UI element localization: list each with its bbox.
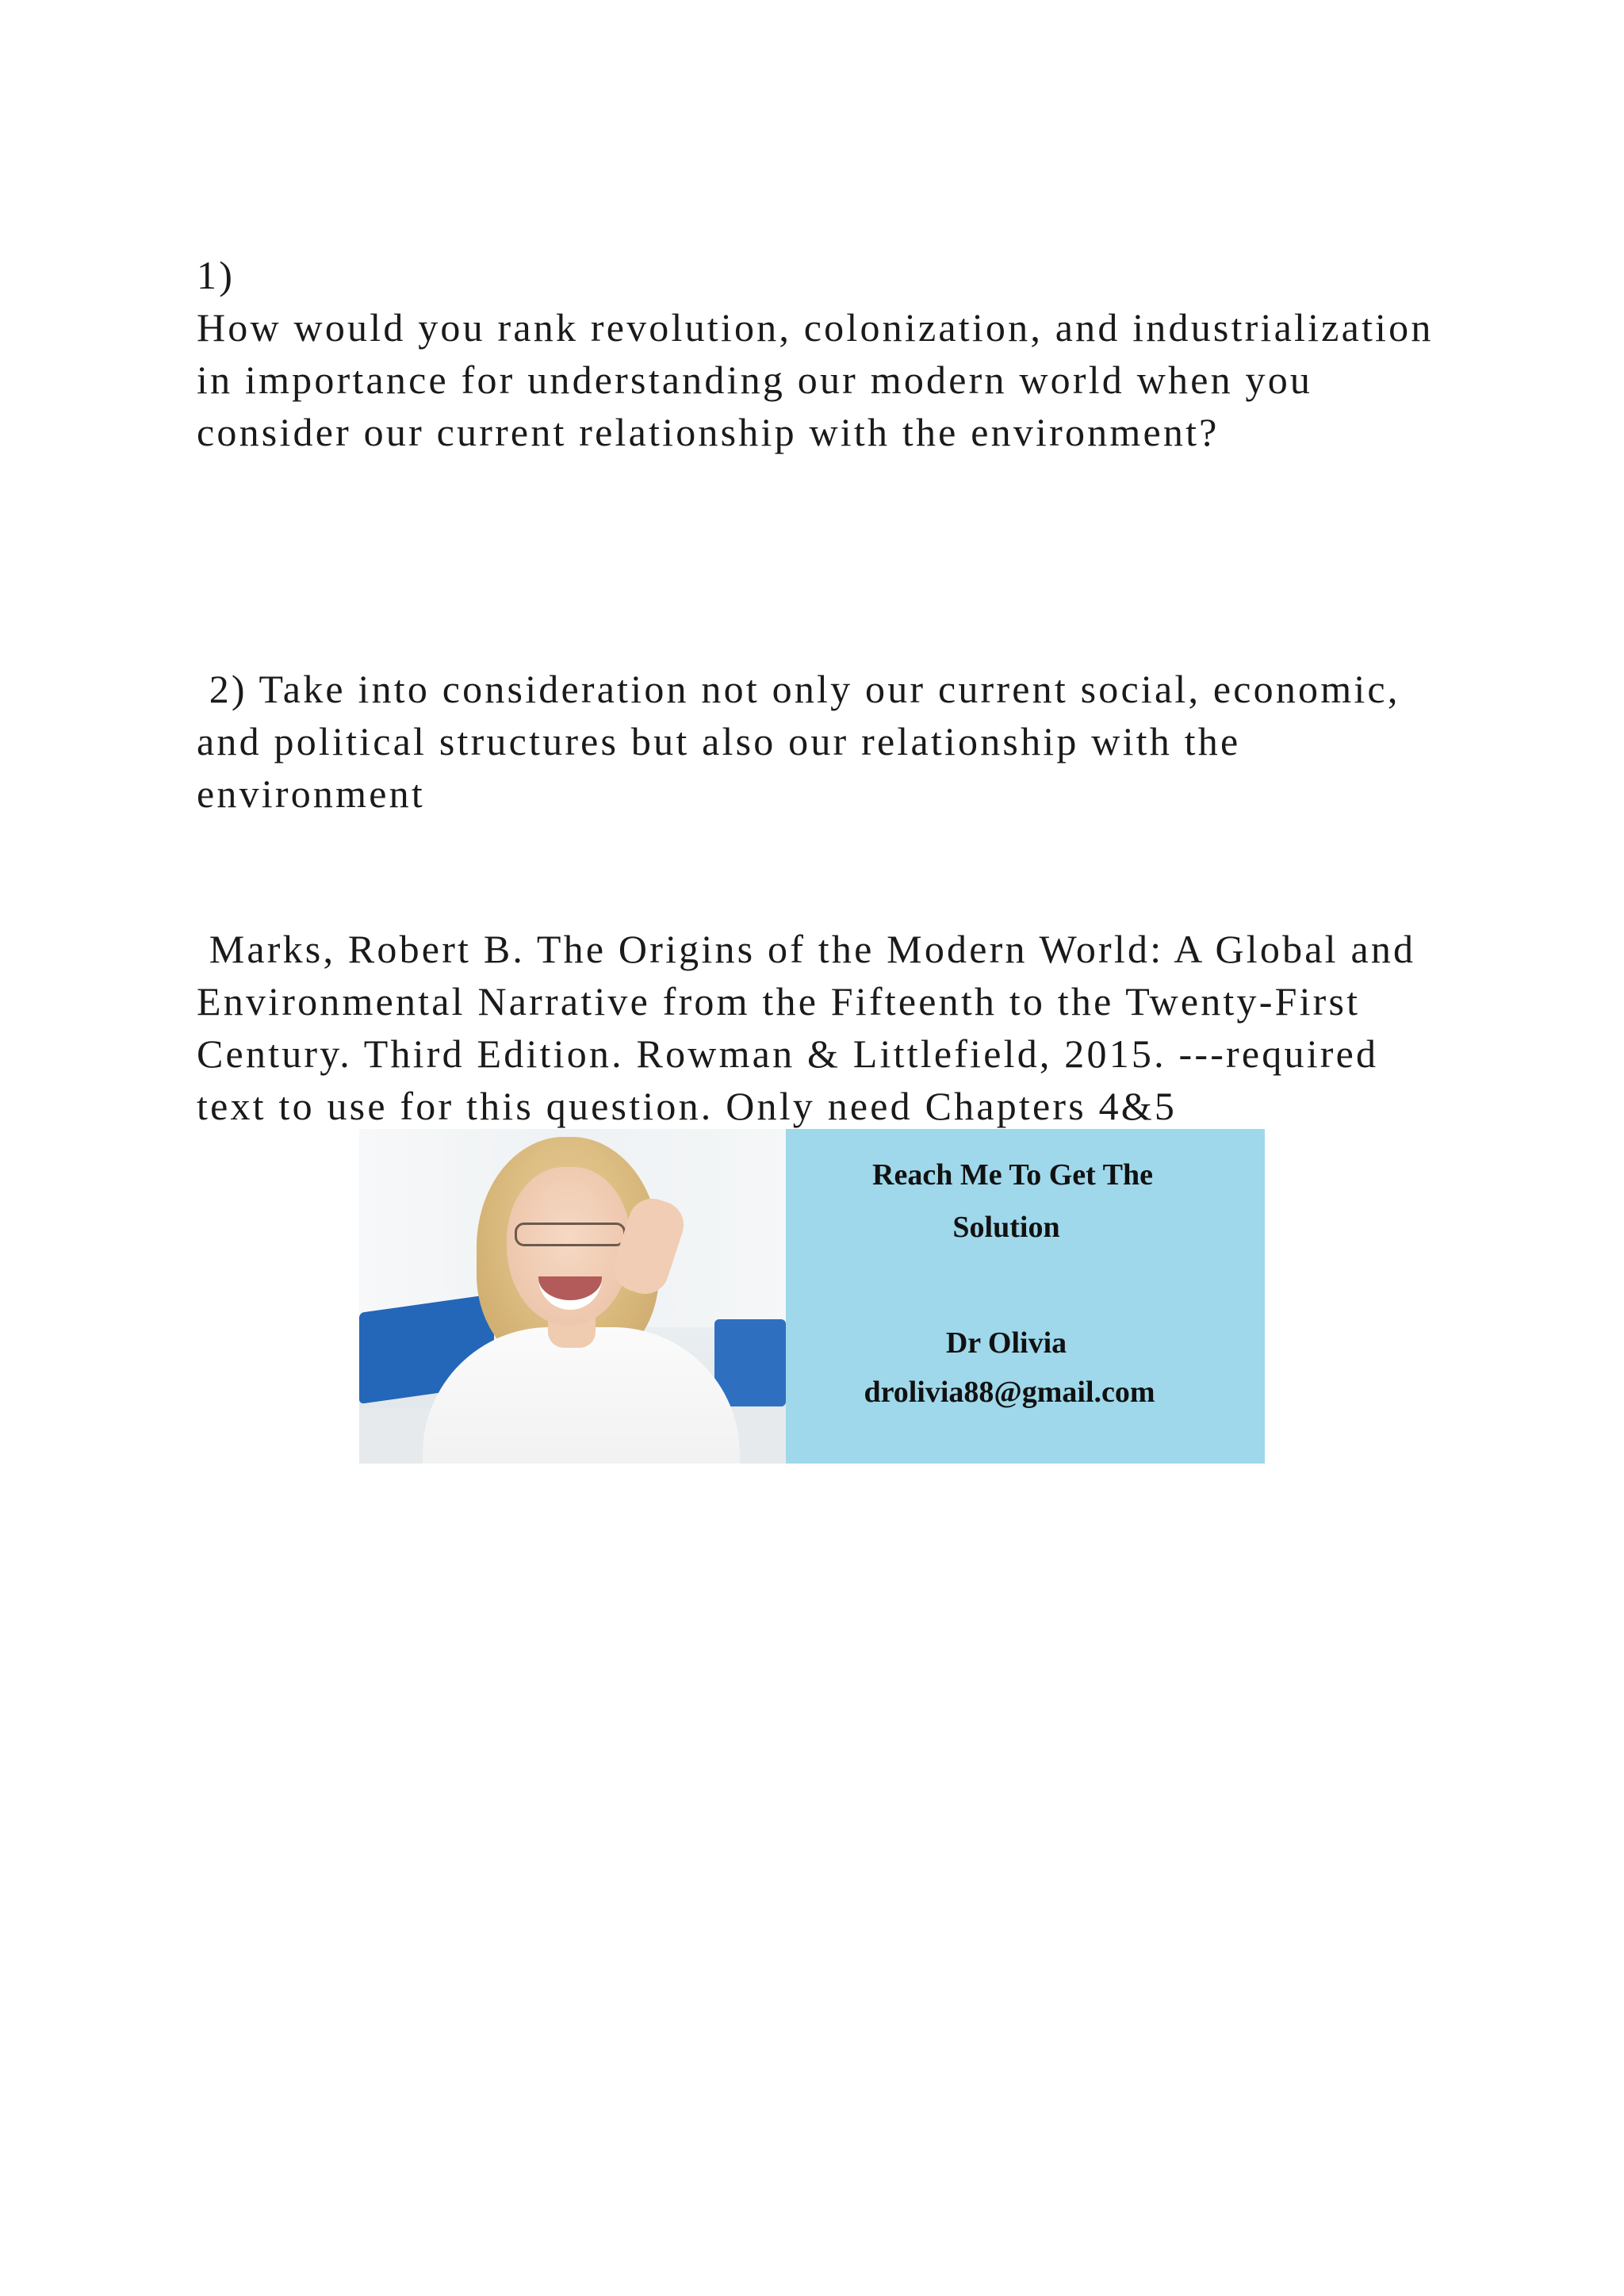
question-2-text: 2) Take into consideration not only our current social, economic, and political structures but also our relationship with the environment xyxy=(197,667,1413,816)
question-1-number: 1) xyxy=(197,253,236,297)
contact-banner xyxy=(359,1129,1265,1464)
reference-citation: Marks, Robert B. The Origins of the Modern World: A Global and Environmental Narrative from the Fifteenth to the Twenty-First Century. Third Edition. Rowman & Littlefield, 2015. ---required text to use for this question. Only need Chapters 4&5 xyxy=(197,927,1428,1128)
smiling-woman-photo xyxy=(359,1129,786,1464)
question-1-text: How would you rank revolution, colonization, and industrialization in importance for understanding our modern world when you consider our current relationship with the environment? xyxy=(197,305,1446,454)
banner-heading-line-1: Reach Me To Get The xyxy=(872,1158,1153,1192)
banner-heading-line-2: Solution xyxy=(952,1211,1060,1244)
glasses-icon xyxy=(515,1223,626,1246)
banner-contact-email: drolivia88@gmail.com xyxy=(864,1376,1155,1409)
banner-contact-name: Dr Olivia xyxy=(945,1326,1067,1360)
contact-info-panel xyxy=(786,1129,1265,1464)
